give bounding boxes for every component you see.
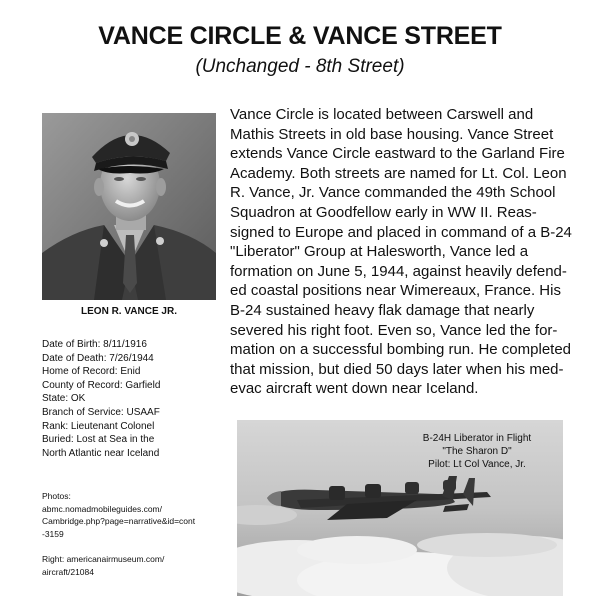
body-line: Vance Circle is located between Carswell and bbox=[230, 106, 534, 123]
body-line: extends Vance Circle eastward to the Garland Fire bbox=[230, 145, 565, 163]
fact-buried-line-2: North Atlantic near Iceland bbox=[42, 447, 160, 459]
body-line: B-24 sustained heavy flak damage that nearly bbox=[230, 301, 535, 319]
body-line: Academy. Both streets are named for Lt. Col. Leon bbox=[230, 164, 567, 182]
aircraft-caption-line-2: "The Sharon D" bbox=[442, 446, 512, 457]
sources-photos-label: Photos: bbox=[42, 491, 71, 501]
sources-right-url-2: aircraft/21084 bbox=[42, 566, 94, 577]
body-paragraph bbox=[230, 105, 585, 399]
aircraft-caption-line-3: Pilot: Lt Col Vance, Jr. bbox=[428, 459, 526, 470]
fact-county: County of Record: Garfield bbox=[42, 379, 161, 391]
sources-right-url-1: Right: americanairmuseum.com/ bbox=[42, 554, 165, 564]
page-subtitle: (Unchanged - 8th Street) bbox=[195, 56, 405, 77]
sources-photos-url-3: -3159 bbox=[42, 528, 64, 539]
body-line: evac aircraft went down near Iceland. bbox=[230, 380, 479, 398]
body-line: "Liberator" Group at Halesworth, Vance led a bbox=[230, 243, 529, 261]
fact-buried-line-1: Buried: Lost at Sea in the bbox=[42, 434, 155, 446]
body-line: ed coastal positions near Wimereaux, France. His bbox=[230, 282, 561, 300]
portrait-photo bbox=[42, 113, 216, 300]
fact-rank: Rank: Lieutenant Colonel bbox=[42, 420, 155, 432]
fact-death-date: Date of Death: 7/26/1944 bbox=[42, 352, 154, 364]
aircraft-photo bbox=[237, 420, 563, 596]
body-line: Squadron at Goodfellow early in WW II. Reas- bbox=[230, 203, 537, 221]
body-line: that mission, but died 50 days later when his med- bbox=[230, 360, 564, 378]
sources-photos-url-1: abmc.nomadmobileguides.com/ bbox=[42, 503, 163, 514]
body-line: signed to Europe and placed in command of a B-24 bbox=[230, 223, 572, 241]
fact-home-of-record: Home of Record: Enid bbox=[42, 366, 141, 378]
service-facts bbox=[42, 338, 228, 460]
body-line: Mathis Streets in old base housing. Vance Street bbox=[230, 125, 554, 143]
body-line: severed his right foot. Even so, Vance led the for- bbox=[230, 321, 558, 339]
page-title: VANCE CIRCLE & VANCE STREET bbox=[98, 22, 502, 50]
body-line: formation on June 5, 1944, against heavily defend- bbox=[230, 262, 567, 280]
photo-sources bbox=[42, 490, 232, 578]
fact-branch: Branch of Service: USAAF bbox=[42, 406, 160, 418]
portrait-illustration bbox=[42, 113, 216, 300]
fact-birth-date: Date of Birth: 8/11/1916 bbox=[42, 339, 147, 350]
body-line: mation on a successful bombing run. He completed bbox=[230, 341, 572, 359]
aircraft-caption bbox=[397, 432, 557, 471]
sources-photos-url-2: Cambridge.php?page=narrative&id=cont bbox=[42, 516, 196, 526]
fact-state: State: OK bbox=[42, 393, 86, 405]
portrait-caption: LEON R. VANCE JR. bbox=[81, 306, 177, 317]
body-line: R. Vance, Jr. Vance commanded the 49th School bbox=[230, 184, 556, 202]
aircraft-caption-line-1: B-24H Liberator in Flight bbox=[422, 433, 532, 444]
